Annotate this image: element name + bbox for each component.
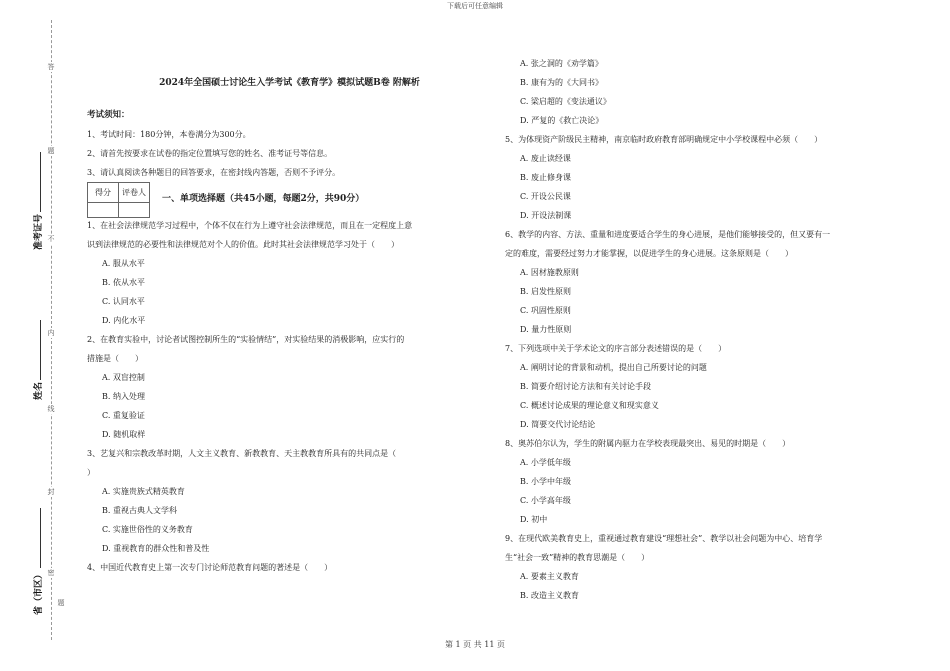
- score-table: [87, 182, 150, 218]
- question: [505, 225, 910, 339]
- question-text: 7、下列选项中关于学术论文的序言部分表述错误的是（ ）: [505, 344, 727, 353]
- answer-option[interactable]: D. 初中: [520, 515, 548, 524]
- page-number: 第 1 页 共 11 页: [445, 640, 505, 649]
- question-list-left: [87, 216, 492, 577]
- answer-option[interactable]: B. 依从水平: [102, 278, 145, 287]
- answer-option[interactable]: A. 阐明讨论的背景和动机，提出自己所要讨论的问题: [520, 363, 707, 372]
- notes-title: 考试须知：: [87, 110, 130, 120]
- note-item: 1、考试时间：180分钟，本卷满分为300分。: [87, 130, 251, 139]
- exam-id-blank: [34, 152, 41, 212]
- question: [505, 339, 910, 434]
- grader-cell[interactable]: [119, 203, 150, 218]
- answer-option[interactable]: C. 实施世俗性的义务教育: [102, 525, 193, 534]
- seal-char: 封: [47, 488, 55, 496]
- answer-option[interactable]: D. 开设法制课: [520, 211, 572, 220]
- answer-option[interactable]: B. 简要介绍讨论方法和有关讨论手段: [520, 382, 651, 391]
- answer-option[interactable]: C. 梁启超的《变法通议》: [520, 97, 611, 106]
- answer-option[interactable]: B. 康有为的《大同书》: [520, 78, 603, 87]
- answer-option[interactable]: B. 废止修身课: [520, 173, 571, 182]
- region-blank: [34, 508, 41, 568]
- question-text: 9、在现代欧美教育史上，重视通过教育建设“理想社会”、教学以社会问题为中心、培育学: [505, 534, 823, 543]
- answer-option[interactable]: C. 开设公民课: [520, 192, 571, 201]
- question: [87, 558, 492, 577]
- question: [87, 444, 492, 558]
- seal-char: 答: [47, 63, 55, 71]
- seal-char: 线: [47, 405, 55, 413]
- question-text: 生“社会一致”精神的教育思潮是（ ）: [505, 553, 650, 562]
- score-header: 得分: [88, 183, 119, 203]
- question: [505, 54, 910, 130]
- answer-option[interactable]: D. 严复的《救亡决论》: [520, 116, 604, 125]
- right-column: [505, 54, 910, 605]
- grader-header: 评卷人: [119, 183, 150, 203]
- exam-title: 2024年全国硕士讨论生入学考试《教育学》模拟试题B卷 附解析: [159, 78, 420, 88]
- answer-option[interactable]: C. 概述讨论成果的理论意义和现实意义: [520, 401, 659, 410]
- note-item: 2、请首先按要求在试卷的指定位置填写您的姓名、准考证号等信息。: [87, 149, 333, 158]
- answer-option[interactable]: D. 简要交代讨论结论: [520, 420, 596, 429]
- section-title: 一、单项选择题（共45小题，每题2分，共90分）: [162, 194, 365, 204]
- seal-char: 题: [47, 147, 55, 155]
- question-text: 2、在教育实验中，讨论者试图控制所生的“实验情结”，对实验结果的消极影响，应实行的: [87, 335, 405, 344]
- seal-char: 不: [47, 235, 55, 243]
- seal-char: 内: [47, 329, 55, 337]
- answer-option[interactable]: A. 服从水平: [102, 259, 145, 268]
- answer-option[interactable]: B. 改造主义教育: [520, 591, 579, 600]
- answer-option[interactable]: A. 双盲控制: [102, 373, 145, 382]
- seal-char: 题: [57, 599, 65, 607]
- answer-option[interactable]: A. 要素主义教育: [520, 572, 579, 581]
- answer-option[interactable]: C. 重复验证: [102, 411, 145, 420]
- answer-option[interactable]: C. 巩固性原则: [520, 306, 571, 315]
- answer-option[interactable]: D. 量力性原则: [520, 325, 572, 334]
- question-text: 5、为体现资产阶级民主精神，南京临时政府教育部明确规定中小学校课程中必须（ ）: [505, 135, 823, 144]
- answer-option[interactable]: B. 启发性原则: [520, 287, 571, 296]
- answer-option[interactable]: B. 小学中年级: [520, 477, 571, 486]
- note-item: 3、请认真阅读各种题目的回答要求，在密封线内答题，否则不予评分。: [87, 168, 341, 177]
- question: [505, 529, 910, 605]
- answer-option[interactable]: A. 废止读经课: [520, 154, 571, 163]
- question-text: ）: [87, 468, 95, 477]
- answer-option[interactable]: C. 小学高年级: [520, 496, 571, 505]
- binding-margin: [0, 0, 70, 671]
- question-text: 3、艺复兴和宗教改革时期，人文主义教育、新教教育、天主教教育所具有的共同点是（: [87, 449, 397, 458]
- answer-option[interactable]: A. 实施贵族式精英教育: [102, 487, 185, 496]
- answer-option[interactable]: A. 张之洞的《劝学篇》: [520, 59, 603, 68]
- answer-option[interactable]: A. 小学低年级: [520, 458, 571, 467]
- name-label: 姓名: [34, 381, 44, 400]
- answer-option[interactable]: D. 重视教育的群众性和普及性: [102, 544, 210, 553]
- exam-id-field: [31, 152, 44, 250]
- name-field: [31, 320, 44, 400]
- question-text: 措施是（ ）: [87, 354, 143, 363]
- answer-option[interactable]: B. 纳入处理: [102, 392, 145, 401]
- answer-option[interactable]: D. 随机取样: [102, 430, 146, 439]
- answer-option[interactable]: C. 认同水平: [102, 297, 145, 306]
- region-label: 省（市区）: [34, 569, 44, 615]
- question: [505, 130, 910, 225]
- question-text: 4、中国近代教育史上第一次专门讨论师范教育问题的著述是（ ）: [87, 563, 333, 572]
- left-column: [87, 70, 492, 577]
- answer-option[interactable]: D. 内化水平: [102, 316, 146, 325]
- question-text: 8、奥苏伯尔认为，学生的附属内驱力在学校表现最突出、易见的时期是（ ）: [505, 439, 791, 448]
- score-area: [87, 182, 492, 216]
- name-blank: [34, 320, 41, 380]
- question-text: 定的难度，需要经过努力才能掌握，以促进学生的身心进展。这条原则是（ ）: [505, 249, 793, 258]
- question: [87, 216, 492, 330]
- exam-id-label: 准考证号: [34, 213, 44, 250]
- question: [505, 434, 910, 529]
- question-text: 1、在社会法律规范学习过程中，个体不仅在行为上遵守社会法律规范，而且在一定程度上意: [87, 221, 413, 230]
- seal-char: 密: [47, 569, 55, 577]
- question: [87, 330, 492, 444]
- question-text: 识到法律规范的必要性和法律规范对个人的价值。此时其社会法律规范学习处于（ ）: [87, 240, 399, 249]
- question-list-right: [505, 54, 910, 605]
- answer-option[interactable]: B. 重视古典人文学科: [102, 506, 177, 515]
- score-cell[interactable]: [88, 203, 119, 218]
- question-text: 6、教学的内容、方法、重量和进度要适合学生的身心进展，是他们能够接受的，但又要有一: [505, 230, 831, 239]
- region-field: [31, 508, 44, 615]
- download-note: 下载后可任意编辑: [447, 2, 503, 10]
- answer-option[interactable]: A. 因材施教原则: [520, 268, 579, 277]
